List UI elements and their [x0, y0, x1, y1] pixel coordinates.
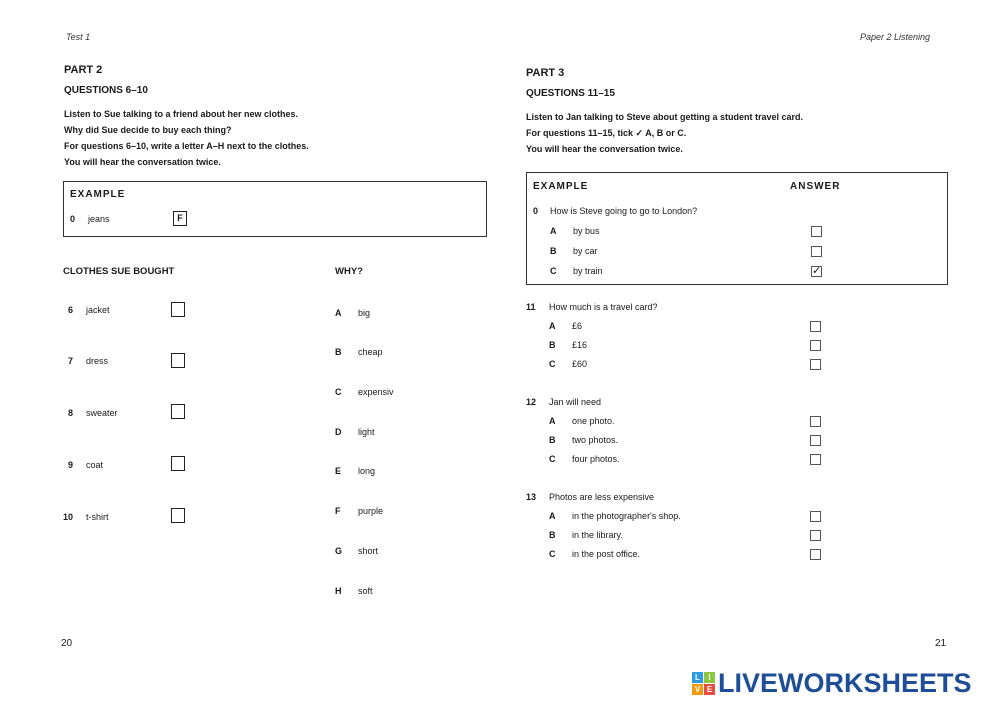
page-number-right: 21	[935, 638, 947, 649]
option-label: by bus	[573, 226, 600, 236]
answer-box-8[interactable]	[171, 404, 185, 419]
liveworksheets-logo[interactable]	[692, 668, 972, 699]
logo-text: LIVEWORKSHEETS	[718, 668, 972, 698]
option-letter: A	[549, 321, 556, 331]
reason-label: short	[358, 546, 379, 556]
reason-label: light	[358, 427, 375, 437]
example-item: jeans	[88, 214, 110, 224]
option-label: by train	[573, 266, 603, 276]
reason-letter: E	[335, 466, 342, 476]
example-checkbox-b	[811, 246, 822, 257]
reason-label: long	[358, 466, 376, 476]
checkbox-11c[interactable]	[810, 359, 821, 370]
question-text: Jan will need	[549, 397, 602, 407]
clothes-item: dress	[86, 356, 109, 366]
option-label: by car	[573, 246, 598, 256]
question-text: Photos are less expensive	[549, 492, 655, 502]
question-number: 6	[68, 305, 74, 315]
checkbox-13a[interactable]	[810, 511, 821, 522]
answer-box-6[interactable]	[171, 302, 185, 317]
question-number: 11	[526, 302, 536, 312]
part-3-instructions	[526, 109, 803, 157]
questions-6-10-title: QUESTIONS 6–10	[64, 85, 148, 96]
option-letter: C	[549, 359, 556, 369]
example-number: 0	[533, 206, 539, 216]
option-label: two photos.	[572, 435, 619, 445]
instruction-line: Why did Sue decide to buy each thing?	[64, 125, 232, 135]
option-letter: C	[550, 266, 557, 276]
reason-label: purple	[358, 506, 384, 516]
tick-icon: ✓	[812, 265, 822, 277]
option-letter: A	[549, 416, 556, 426]
option-label: £16	[572, 340, 588, 350]
option-letter: B	[549, 530, 556, 540]
example-question: How is Steve going to go to London?	[550, 206, 698, 216]
question-number: 13	[526, 492, 537, 502]
part-2-instructions	[64, 106, 309, 170]
option-letter: B	[549, 435, 556, 445]
part-2-title: PART 2	[64, 64, 103, 76]
reason-letter: F	[335, 506, 341, 516]
clothes-item: coat	[86, 460, 104, 470]
logo-icon-letter: I	[704, 672, 715, 683]
answer-box-10[interactable]	[171, 508, 185, 523]
logo-icon-letter: E	[704, 684, 715, 695]
option-letter: A	[550, 226, 557, 236]
checkbox-11a[interactable]	[810, 321, 821, 332]
reason-letter: A	[335, 308, 342, 318]
instruction-line: Listen to Sue talking to a friend about her new clothes.	[64, 109, 299, 119]
reason-label: soft	[358, 586, 373, 596]
checkbox-11b[interactable]	[810, 340, 821, 351]
instruction-line: For questions 6–10, write a letter A–H next to the clothes.	[64, 141, 309, 151]
clothes-heading: CLOTHES SUE BOUGHT	[63, 266, 175, 277]
example-box	[526, 172, 948, 285]
answer-box-9[interactable]	[171, 456, 185, 471]
reason-letter: H	[335, 586, 342, 596]
option-label: four photos.	[572, 454, 620, 464]
option-letter: A	[549, 511, 556, 521]
checkbox-13c[interactable]	[810, 549, 821, 560]
option-label: one photo.	[572, 416, 615, 426]
part-3-title: PART 3	[526, 67, 565, 79]
why-heading: WHY?	[335, 266, 363, 277]
reason-letter: C	[335, 387, 342, 397]
example-box	[63, 181, 487, 237]
clothes-item: t-shirt	[86, 512, 109, 522]
option-label: £6	[572, 321, 583, 331]
clothes-item: jacket	[86, 305, 110, 315]
reason-label: cheap	[358, 347, 383, 357]
question-number: 7	[68, 356, 74, 366]
option-label: in the library.	[572, 530, 623, 540]
instruction-line: You will hear the conversation twice.	[64, 157, 221, 167]
question-number: 9	[68, 460, 74, 470]
example-checkbox-a	[811, 226, 822, 237]
question-text: How much is a travel card?	[549, 302, 658, 312]
example-label: EXAMPLE	[70, 189, 126, 200]
reason-letter: G	[335, 546, 343, 556]
running-header-left: Test 1	[66, 32, 91, 42]
checkbox-13b[interactable]	[810, 530, 821, 541]
example-label: EXAMPLE	[533, 181, 589, 192]
running-header-right: Paper 2 Listening	[860, 32, 931, 42]
example-answer-box: F	[173, 211, 187, 226]
logo-icon-letter: L	[692, 672, 703, 683]
instruction-line: For questions 11–15, tick ✓ A, B or C.	[526, 128, 687, 138]
example-checkbox-c	[811, 266, 822, 277]
logo-icon-letter: V	[692, 684, 703, 695]
reason-letter: B	[335, 347, 342, 357]
example-number: 0	[70, 214, 76, 224]
clothes-item: sweater	[86, 408, 118, 418]
option-label: in the post office.	[572, 549, 640, 559]
option-label: in the photographer's shop.	[572, 511, 681, 521]
option-letter: C	[549, 549, 556, 559]
logo-icon	[692, 672, 715, 695]
checkbox-12c[interactable]	[810, 454, 821, 465]
option-letter: C	[549, 454, 556, 464]
option-letter: B	[549, 340, 556, 350]
reason-label: expensiv	[358, 387, 394, 397]
option-label: £60	[572, 359, 588, 369]
reason-letter: D	[335, 427, 342, 437]
checkbox-12b[interactable]	[810, 435, 821, 446]
answer-label: ANSWER	[790, 181, 841, 192]
answer-box-7[interactable]	[171, 353, 185, 368]
instruction-line: Listen to Jan talking to Steve about getting a student travel card.	[526, 112, 804, 122]
option-letter: B	[550, 246, 557, 256]
question-number: 12	[526, 397, 537, 407]
page-number-left: 20	[61, 638, 73, 649]
checkbox-12a[interactable]	[810, 416, 821, 427]
instruction-line: You will hear the conversation twice.	[526, 144, 683, 154]
question-number: 8	[68, 408, 74, 418]
questions-11-15-title: QUESTIONS 11–15	[526, 88, 615, 99]
reason-label: big	[358, 308, 371, 318]
question-number: 10	[63, 512, 74, 522]
